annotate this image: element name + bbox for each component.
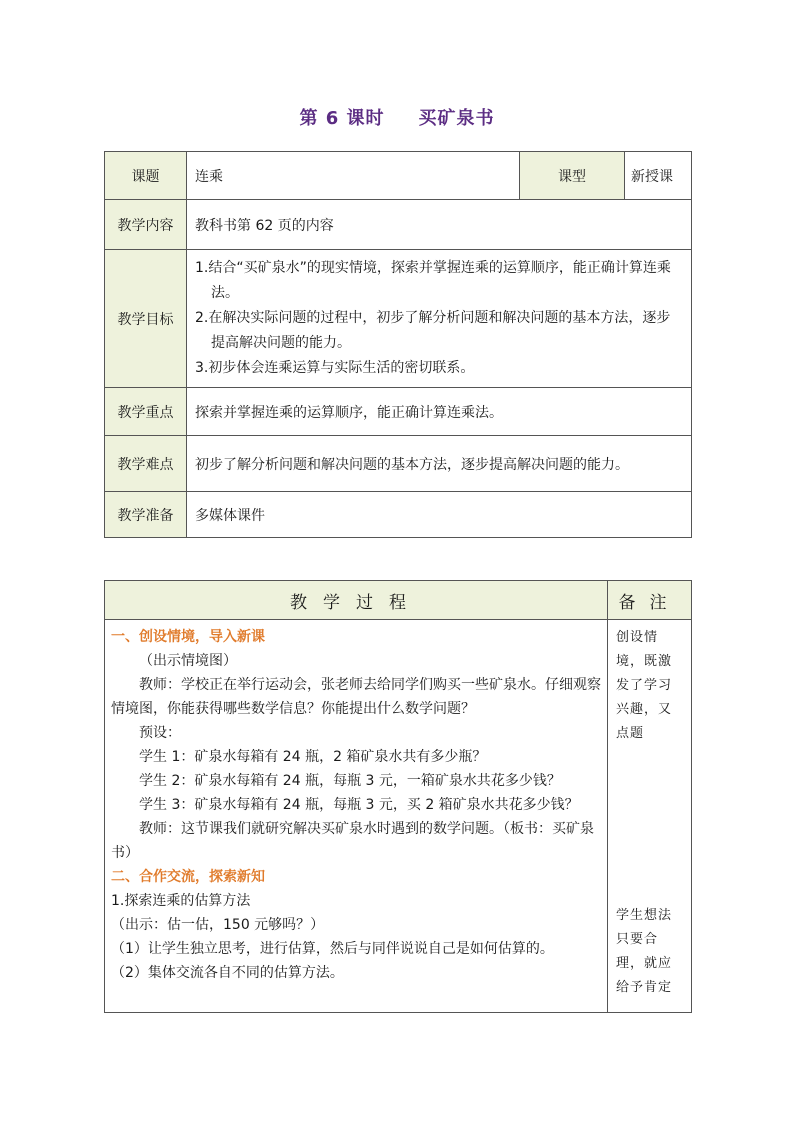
paragraph: 教师：这节课我们就研究解决买矿泉水时遇到的数学问题。（板书：买矿泉书） — [111, 821, 594, 861]
paragraph: 学生 2：矿泉水每箱有 24 瓶，每瓶 3 元，一箱矿泉水共花多少钱？ — [139, 773, 561, 789]
paragraph: （出示情境图） — [139, 653, 237, 669]
notes-header: 备注 — [608, 581, 692, 620]
section-heading: 一、创设情境，导入新课 — [111, 629, 265, 645]
table-row — [105, 388, 692, 436]
lesson-name: 买矿泉书 — [418, 108, 495, 129]
paragraph: 学生 1：矿泉水每箱有 24 瓶，2 箱矿泉水共有多少瓶？ — [139, 749, 487, 765]
notes-column — [608, 620, 692, 1013]
goal-item: 2.在解决实际问题的过程中，初步了解分析问题和解决问题的基本方法，逐步提高解决问题的能力。 — [195, 310, 671, 351]
table-header-row — [105, 581, 692, 620]
topic-value: 连乘 — [187, 152, 520, 200]
topic-label: 课题 — [105, 152, 187, 200]
teaching-process-table — [104, 580, 692, 1013]
note-text: 学生想法只要合理，就应给予肯定 — [616, 908, 673, 995]
content-label: 教学内容 — [105, 200, 187, 250]
type-value: 新授课 — [625, 152, 692, 200]
process-header: 教学过程 — [105, 581, 608, 620]
paragraph: 学生 3：矿泉水每箱有 24 瓶，每瓶 3 元，买 2 箱矿泉水共花多少钱？ — [139, 797, 579, 813]
key-label: 教学重点 — [105, 388, 187, 436]
lesson-number: 第 6 课时 — [299, 108, 385, 129]
paragraph: 教师：学校正在举行运动会，张老师去给同学们购买一些矿泉水。仔细观察情境图，你能获得哪些数学信息？你能提出什么数学问题？ — [111, 677, 601, 717]
table-row — [105, 436, 692, 492]
process-content — [105, 620, 608, 1013]
paragraph: （出示：估一估，150 元够吗？） — [111, 917, 325, 933]
goal-item: 1.结合“买矿泉水”的现实情境，探索并掌握连乘的运算顺序，能正确计算连乘法。 — [195, 260, 671, 301]
table-row — [105, 620, 692, 1013]
paragraph: 1.探索连乘的估算方法 — [111, 893, 251, 909]
table-row — [105, 250, 692, 388]
content-value: 教科书第 62 页的内容 — [187, 200, 692, 250]
section-heading: 二、合作交流，探索新知 — [111, 869, 265, 885]
key-value: 探索并掌握连乘的运算顺序，能正确计算连乘法。 — [187, 388, 692, 436]
goals-list — [187, 250, 692, 388]
page-title — [0, 104, 794, 130]
lesson-info-table — [104, 151, 692, 538]
table-row — [105, 492, 692, 538]
paragraph: （2）集体交流各自不同的估算方法。 — [111, 965, 344, 981]
paragraph: （1）让学生独立思考，进行估算，然后与同伴说说自己是如何估算的。 — [111, 941, 554, 957]
prep-value: 多媒体课件 — [187, 492, 692, 538]
prep-label: 教学准备 — [105, 492, 187, 538]
difficulty-label: 教学难点 — [105, 436, 187, 492]
goal-item: 3.初步体会连乘运算与实际生活的密切联系。 — [195, 360, 475, 376]
paragraph: 预设： — [139, 725, 181, 741]
goals-label: 教学目标 — [105, 250, 187, 388]
type-label: 课型 — [520, 152, 625, 200]
difficulty-value: 初步了解分析问题和解决问题的基本方法，逐步提高解决问题的能力。 — [187, 436, 692, 492]
table-row — [105, 200, 692, 250]
note-text: 创设情境，既激发了学习兴趣，又点题 — [616, 630, 673, 741]
table-row — [105, 152, 692, 200]
